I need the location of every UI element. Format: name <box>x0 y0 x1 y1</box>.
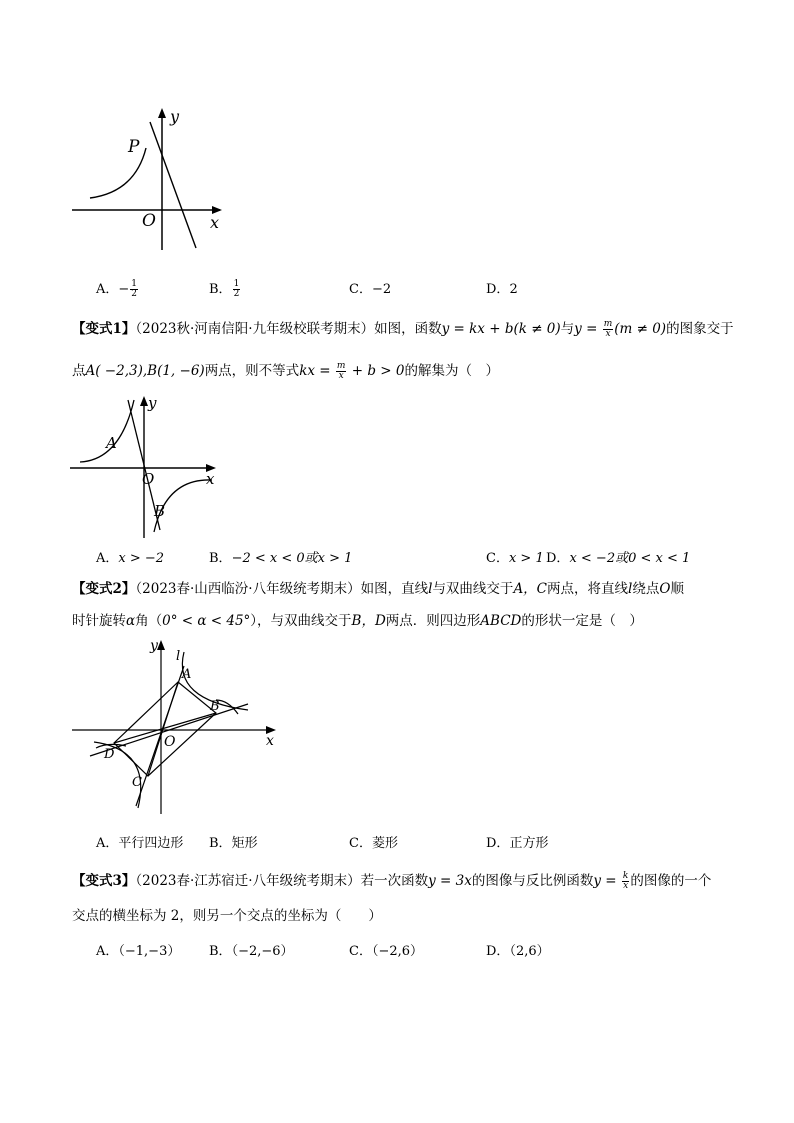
q2-option-a[interactable]: A．平行四边形 <box>96 836 184 851</box>
q0-option-b[interactable]: B． $\frac{1}{2}$ <box>209 279 240 299</box>
q3-option-a[interactable]: A．（−1,−3） <box>96 944 181 959</box>
origin-label: O <box>164 734 176 750</box>
hyperbola-branch-upper <box>80 400 134 462</box>
q1-stem-line-2: 点A( −2,3),B(1, −6)两点，则不等式kx = $\frac{m}{x}$ + b > 0的解集为（ ） <box>72 361 499 381</box>
point-a-label: A <box>106 434 117 452</box>
q0-option-a[interactable]: A．− $\frac{1}{2}$ <box>96 279 138 299</box>
q0-option-d[interactable]: D．2 <box>486 282 518 297</box>
q0-option-c[interactable]: C．−2 <box>349 282 392 297</box>
x-axis-label: x <box>206 470 215 488</box>
q1-option-c[interactable]: C．x > 1 <box>486 551 544 566</box>
fraction: $\frac{k}{x}$ <box>622 871 629 891</box>
y-axis-label: y <box>148 394 157 412</box>
point-d-label: D <box>104 747 115 762</box>
line-graph <box>150 122 196 248</box>
y-axis-arrow <box>140 396 148 406</box>
q1-options <box>96 547 736 569</box>
line-l-label: l <box>176 649 181 664</box>
q2-stem-line-2: 时针旋转α角（0° < α < 45°），与双曲线交于B，D两点．则四边形ABCD的形状一定是（ ） <box>72 613 643 629</box>
point-c-label: C <box>132 775 142 790</box>
q1-stem-line-1: 【变式1】（2023秋·河南信阳·九年级校联考期末）如图，函数y = kx + b(k ≠ 0)与y = $\frac{m}{x}$ (m ≠ 0)的图象交于 <box>72 319 734 339</box>
q2-option-d[interactable]: D．正方形 <box>486 836 549 851</box>
x-axis-label: x <box>266 733 274 749</box>
figure-1-graph <box>60 100 240 260</box>
q3-source: （2023春·江苏宿迁·八年级统考期末） <box>135 873 361 889</box>
y-axis-label: y <box>150 638 158 654</box>
point-b-label: B <box>210 699 220 714</box>
q2-option-b[interactable]: B．矩形 <box>209 836 258 851</box>
q2-options <box>96 832 736 854</box>
origin-label: O <box>142 470 155 488</box>
x-axis-label: x <box>210 213 220 232</box>
q3-option-d[interactable]: D．（2,6） <box>486 944 550 959</box>
y-axis-label: y <box>170 107 180 126</box>
q3-tag: 【变式3】 <box>72 873 136 889</box>
point-a-label: A <box>182 667 192 682</box>
q2-stem-line-1: 【变式2】（2023春·山西临汾·八年级统考期末）如图，直线l与双曲线交于A，C两点，将直线l绕点O顺 <box>72 581 684 597</box>
q1-tag: 【变式1】 <box>72 321 136 337</box>
q1-option-a[interactable]: A．x > −2 <box>96 551 165 566</box>
q1-option-b[interactable]: B．−2 < x < 0或x > 1 <box>209 551 353 566</box>
figure-2-graph <box>62 392 222 542</box>
figure-3-graph <box>66 638 286 818</box>
q1-source: （2023秋·河南信阳·九年级校联考期末） <box>135 321 375 337</box>
y-axis-arrow <box>158 108 166 118</box>
q3-option-c[interactable]: C．（−2,6） <box>349 944 424 959</box>
q2-tag: 【变式2】 <box>72 581 136 597</box>
fraction: $\frac{1}{2}$ <box>131 279 138 299</box>
q2-source: （2023春·山西临汾·八年级统考期末） <box>135 581 361 597</box>
point-b-label: B <box>154 502 166 520</box>
q1-option-d[interactable]: D．x < −2或0 < x < 1 <box>546 551 691 566</box>
fraction: $\frac{1}{2}$ <box>233 279 240 299</box>
q3-stem-line-2: 交点的横坐标为 2，则另一个交点的坐标为（ ） <box>72 908 382 924</box>
y-axis-arrow <box>157 640 165 650</box>
fraction: $\frac{m}{x}$ <box>603 319 613 339</box>
q3-option-b[interactable]: B．（−2,−6） <box>209 944 294 959</box>
q3-options <box>96 940 736 962</box>
point-p-label: P <box>128 137 140 157</box>
q2-option-c[interactable]: C．菱形 <box>349 836 398 851</box>
q3-stem-line-1: 【变式3】（2023春·江苏宿迁·八年级统考期末）若一次函数y = 3x的图像与反比例函数y = $\frac{k}{x}$ 的图像的一个 <box>72 871 712 891</box>
q0-options <box>96 278 736 300</box>
origin-label: O <box>142 211 156 231</box>
fraction: $\frac{m}{x}$ <box>336 361 346 381</box>
